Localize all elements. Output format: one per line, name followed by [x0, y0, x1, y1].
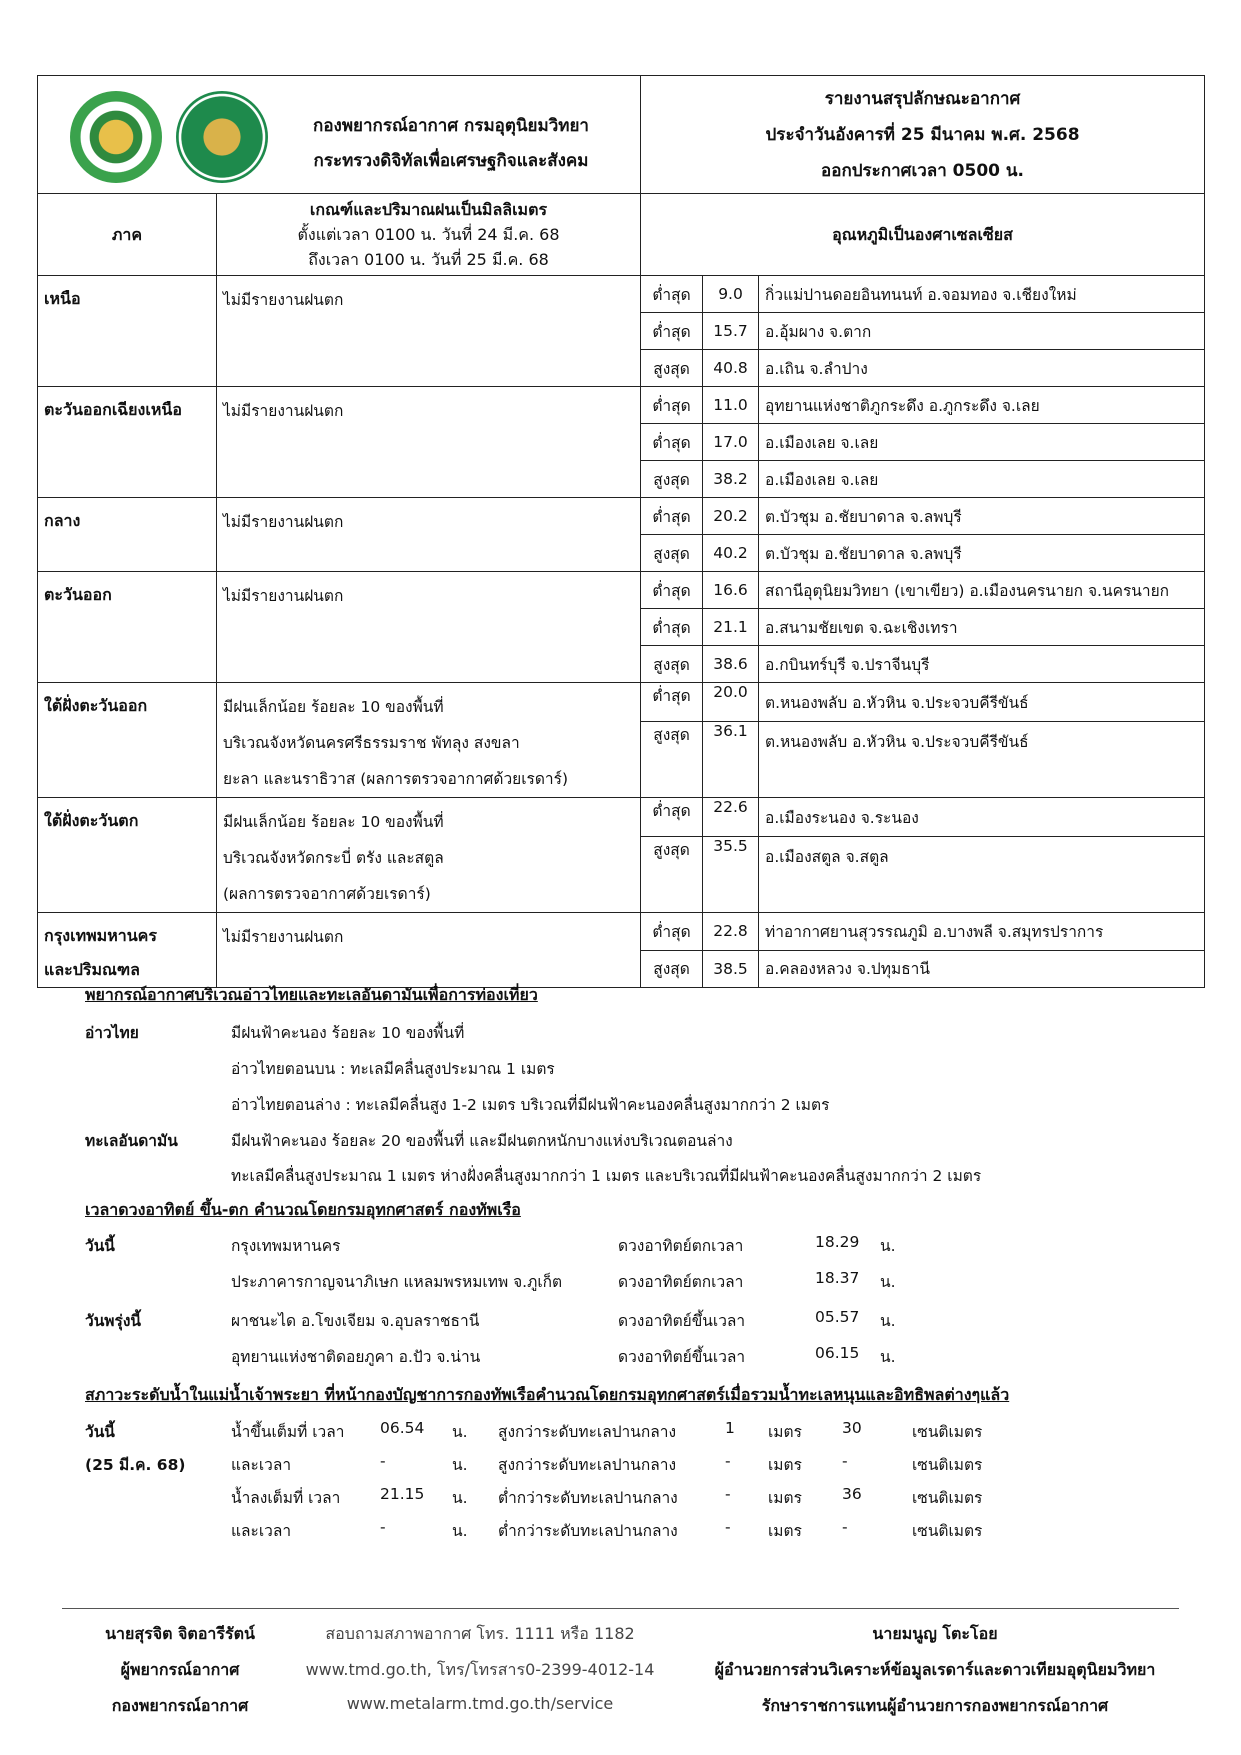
tide-unit-meter: เมตร	[768, 1489, 802, 1507]
gulf-label: อ่าวไทย	[85, 1024, 139, 1042]
tide-unit-cm: เซนติเมตร	[912, 1489, 983, 1507]
tide-unit-meter: เมตร	[768, 1423, 802, 1441]
sun-place: ประภาคารกาญจนาภิเษก แหลมพรหมเทพ จ.ภูเก็ต	[231, 1273, 563, 1291]
sun-place: อุทยานแห่งชาติดอยภูคา อ.ปัว จ.น่าน	[231, 1348, 481, 1366]
rain-report-line: ยะลา และนราธิวาส (ผลการตรวจอากาศด้วยเรดาร์)	[223, 770, 569, 788]
temp-label: สูงสุด	[641, 350, 703, 387]
region-name: ใต้ฝั่งตะวันออก	[44, 696, 148, 715]
temp-location: อ.เถิน จ.ลำปาง	[759, 350, 1205, 387]
tide-meters: -	[725, 1518, 731, 1536]
director-title: ผู้อำนวยการส่วนวิเคราะห์ข้อมูลเรดาร์และดาวเทียมอุตุนิยมวิทยา	[714, 1660, 1156, 1679]
ministry-seal-icon	[70, 91, 162, 183]
tide-unit-cm: เซนติเมตร	[912, 1423, 983, 1441]
tide-time: -	[380, 1452, 386, 1470]
temp-value: 22.6	[703, 798, 759, 837]
column-rain	[217, 194, 641, 276]
tide-description: สูงกว่าระดับทะเลปานกลาง	[498, 1456, 677, 1474]
tmd-seal-icon	[176, 91, 268, 183]
tide-unit-hour: น.	[452, 1522, 468, 1540]
temp-label: ต่ำสุด	[641, 498, 703, 535]
report-title: รายงานสรุปลักษณะอากาศ	[824, 88, 1021, 109]
tide-description: สูงกว่าระดับทะเลปานกลาง	[498, 1423, 677, 1441]
andaman-line-2: ทะเลมีคลื่นสูงประมาณ 1 เมตร ห่างฝั่งคลื่นสูงมากกว่า 1 เมตร และบริเวณที่มีฝนฟ้าคะนองคลื่นสูงมากกว่า 2 เมตร	[231, 1167, 982, 1185]
temp-value: 35.5	[703, 836, 759, 912]
temp-location: อ.เมืองสตูล จ.สตูล	[759, 836, 1205, 912]
tide-centimeters: -	[842, 1452, 848, 1470]
rain-report-cell	[217, 498, 641, 572]
column-header-row	[38, 194, 1205, 276]
sun-unit: น.	[880, 1237, 896, 1255]
rain-report-cell	[217, 798, 641, 913]
director-name: นายมนูญ โตะโอย	[872, 1624, 998, 1643]
forecaster-name: นายสุรจิต จิตอารีรัตน์	[105, 1624, 255, 1643]
temp-value: 20.0	[703, 683, 759, 722]
tide-time: -	[380, 1518, 386, 1536]
tide-label: และเวลา	[231, 1522, 292, 1540]
temp-label: ต่ำสุด	[641, 387, 703, 424]
org-line-1: กองพยากรณ์อากาศ กรมอุตุนิยมวิทยา	[313, 115, 589, 136]
tide-date-label: (25 มี.ค. 68)	[85, 1456, 186, 1474]
temp-value: 9.0	[703, 276, 759, 313]
temp-label: สูงสุด	[641, 721, 703, 797]
forecaster-title: ผู้พยากรณ์อากาศ	[120, 1660, 240, 1679]
column-region: ภาค	[38, 194, 217, 276]
tide-meters: -	[725, 1452, 731, 1470]
region-temp-row	[38, 572, 1205, 609]
temp-label: ต่ำสุด	[641, 424, 703, 461]
sea-forecast-title: พยากรณ์อากาศบริเวณอ่าวไทยและทะเลอันดามันเพื่อการท่องเที่ยว	[85, 985, 538, 1004]
column-temp: อุณหภูมิเป็นองศาเซลเซียส	[641, 194, 1205, 276]
temp-location: อ.เมืองเลย จ.เลย	[759, 424, 1205, 461]
tide-description: ต่ำกว่าระดับทะเลปานกลาง	[498, 1522, 678, 1540]
region-temp-row	[38, 798, 1205, 837]
temp-location: ต.หนองพลับ อ.หัวหิน จ.ประจวบคีรีขันธ์	[759, 683, 1205, 722]
temp-label: สูงสุด	[641, 461, 703, 498]
temp-location: ต.บัวชุม อ.ชัยบาดาล จ.ลพบุรี	[759, 535, 1205, 572]
andaman-label: ทะเลอันดามัน	[85, 1132, 178, 1150]
temp-label: ต่ำสุด	[641, 798, 703, 837]
gulf-line-2: อ่าวไทยตอนบน : ทะเลมีคลื่นสูงประมาณ 1 เมตร	[231, 1060, 555, 1078]
region-name: กลาง	[44, 511, 81, 530]
region-name: และปริมณฑล	[44, 960, 140, 979]
region-name-cell	[38, 913, 217, 988]
temp-value: 16.6	[703, 572, 759, 609]
sun-today-label: วันนี้	[85, 1237, 115, 1255]
rain-report-line: ไม่มีรายงานฝนตก	[223, 928, 344, 946]
region-name-cell	[38, 387, 217, 498]
sun-unit: น.	[880, 1312, 896, 1330]
temp-label: ต่ำสุด	[641, 609, 703, 646]
tide-description: ต่ำกว่าระดับทะเลปานกลาง	[498, 1489, 678, 1507]
temp-value: 11.0	[703, 387, 759, 424]
tide-unit-hour: น.	[452, 1423, 468, 1441]
temp-label: สูงสุด	[641, 950, 703, 988]
report-date: ประจำวันอังคารที่ 25 มีนาคม พ.ศ. 2568	[765, 124, 1080, 145]
org-header-cell	[38, 76, 641, 194]
tide-title: สภาวะระดับน้ำในแม่น้ำเจ้าพระยา ที่หน้ากองบัญชาการกองทัพเรือคำนวณโดยกรมอุทกศาสตร์เมื่อรวมน้ำทะเลหนุนและอิทธิพลต่างๆแล้ว	[85, 1385, 1010, 1404]
temp-value: 21.1	[703, 609, 759, 646]
tide-label: น้ำขึ้นเต็มที่ เวลา	[231, 1423, 345, 1441]
temp-value: 40.2	[703, 535, 759, 572]
sun-event: ดวงอาทิตย์ขึ้นเวลา	[618, 1312, 746, 1330]
temp-value: 22.8	[703, 913, 759, 951]
rain-report-cell	[217, 276, 641, 387]
tide-meters: 1	[725, 1419, 735, 1437]
report-issue-time: ออกประกาศเวลา 0500 น.	[821, 160, 1024, 181]
tide-centimeters: 36	[842, 1485, 862, 1503]
rain-report-line: ไม่มีรายงานฝนตก	[223, 291, 344, 309]
tide-time: 06.54	[380, 1419, 425, 1437]
rain-report-cell	[217, 683, 641, 798]
rain-report-cell	[217, 387, 641, 498]
sun-time: 06.15	[815, 1344, 860, 1362]
logo-group	[70, 91, 268, 183]
temp-location: สถานีอุตุนิยมวิทยา (เขาเขียว) อ.เมืองนครนายก จ.นครนายก	[759, 572, 1205, 609]
region-name-cell	[38, 798, 217, 913]
rain-report-line: ไม่มีรายงานฝนตก	[223, 587, 344, 605]
gulf-line-3: อ่าวไทยตอนล่าง : ทะเลมีคลื่นสูง 1-2 เมตร บริเวณที่มีฝนฟ้าคะนองคลื่นสูงมากกว่า 2 เมตร	[231, 1096, 830, 1114]
temp-value: 38.5	[703, 950, 759, 988]
sun-place: กรุงเทพมหานคร	[231, 1237, 341, 1255]
temp-location: อ.อุ้มผาง จ.ตาก	[759, 313, 1205, 350]
temp-location: ท่าอากาศยานสุวรรณภูมิ อ.บางพลี จ.สมุทรปราการ	[759, 913, 1205, 951]
tide-label: น้ำลงเต็มที่ เวลา	[231, 1489, 341, 1507]
temp-value: 38.2	[703, 461, 759, 498]
region-temp-row	[38, 387, 1205, 424]
director-acting-title: รักษาราชการแทนผู้อำนวยการกองพยากรณ์อากาศ	[761, 1696, 1109, 1715]
tide-meters: -	[725, 1485, 731, 1503]
region-name: ตะวันออกเฉียงเหนือ	[44, 400, 182, 419]
sun-time: 18.29	[815, 1233, 860, 1251]
contact-website[interactable]: www.tmd.go.th, โทร/โทรสาร0-2399-4012-14	[305, 1660, 655, 1679]
gulf-line-1: มีฝนฟ้าคะนอง ร้อยละ 10 ของพื้นที่	[231, 1024, 465, 1042]
region-temp-row	[38, 683, 1205, 722]
temp-label: ต่ำสุด	[641, 913, 703, 951]
sun-event: ดวงอาทิตย์ขึ้นเวลา	[618, 1348, 746, 1366]
region-temp-row	[38, 913, 1205, 951]
report-header-row	[38, 76, 1205, 194]
tide-unit-hour: น.	[452, 1456, 468, 1474]
region-name: ตะวันออก	[44, 585, 112, 604]
andaman-line-1: มีฝนฟ้าคะนอง ร้อยละ 20 ของพื้นที่ และมีฝนตกหนักบางแห่งบริเวณตอนล่าง	[231, 1132, 733, 1150]
rain-report-line: มีฝนเล็กน้อย ร้อยละ 10 ของพื้นที่	[223, 813, 444, 831]
report-title-cell	[641, 76, 1205, 194]
temp-value: 17.0	[703, 424, 759, 461]
tide-unit-meter: เมตร	[768, 1522, 802, 1540]
contact-service-link[interactable]: www.metalarm.tmd.go.th/service	[346, 1694, 614, 1713]
sun-times-title: เวลาดวงอาทิตย์ ขึ้น-ตก คำนวณโดยกรมอุทกศาสตร์ กองทัพเรือ	[85, 1200, 521, 1219]
tide-unit-hour: น.	[452, 1489, 468, 1507]
rain-report-line: บริเวณจังหวัดกระบี่ ตรัง และสตูล	[223, 849, 444, 867]
org-line-2: กระทรวงดิจิทัลเพื่อเศรษฐกิจและสังคม	[313, 150, 589, 171]
sun-event: ดวงอาทิตย์ตกเวลา	[618, 1237, 744, 1255]
rain-report-cell	[217, 572, 641, 683]
temp-value: 20.2	[703, 498, 759, 535]
tide-centimeters: 30	[842, 1419, 862, 1437]
column-rain-title: เกณฑ์และปริมาณฝนเป็นมิลลิเมตร	[309, 200, 548, 219]
temp-label: ต่ำสุด	[641, 276, 703, 313]
temp-location: ต.บัวชุม อ.ชัยบาดาล จ.ลพบุรี	[759, 498, 1205, 535]
weather-summary-table	[37, 75, 1205, 988]
temp-label: ต่ำสุด	[641, 572, 703, 609]
tide-unit-meter: เมตร	[768, 1456, 802, 1474]
temp-location: ต.หนองพลับ อ.หัวหิน จ.ประจวบคีรีขันธ์	[759, 721, 1205, 797]
sun-event: ดวงอาทิตย์ตกเวลา	[618, 1273, 744, 1291]
rain-report-cell	[217, 913, 641, 988]
sun-time: 18.37	[815, 1269, 860, 1287]
temp-label: สูงสุด	[641, 836, 703, 912]
tide-unit-cm: เซนติเมตร	[912, 1456, 983, 1474]
rain-report-line: บริเวณจังหวัดนครศรีธรรมราช พัทลุง สงขลา	[223, 734, 520, 752]
temp-value: 40.8	[703, 350, 759, 387]
sun-place: ผาชนะได อ.โขงเจียม จ.อุบลราชธานี	[231, 1312, 480, 1330]
temp-value: 38.6	[703, 646, 759, 683]
tide-centimeters: -	[842, 1518, 848, 1536]
temp-label: สูงสุด	[641, 646, 703, 683]
sun-tomorrow-label: วันพรุ่งนี้	[85, 1312, 142, 1330]
tide-day-label: วันนี้	[85, 1423, 115, 1441]
rain-report-line: ไม่มีรายงานฝนตก	[223, 402, 344, 420]
region-name: กรุงเทพมหานคร	[44, 926, 157, 945]
temp-location: อ.เมืองเลย จ.เลย	[759, 461, 1205, 498]
sun-unit: น.	[880, 1348, 896, 1366]
column-rain-from: ตั้งแต่เวลา 0100 น. วันที่ 24 มี.ค. 68	[297, 225, 560, 244]
tide-label: และเวลา	[231, 1456, 292, 1474]
region-name: เหนือ	[44, 289, 81, 308]
rain-report-line: ไม่มีรายงานฝนตก	[223, 513, 344, 531]
region-name-cell	[38, 683, 217, 798]
region-temp-row	[38, 498, 1205, 535]
temp-location: อ.เมืองระนอง จ.ระนอง	[759, 798, 1205, 837]
temp-location: อุทยานแห่งชาติภูกระดึง อ.ภูกระดึง จ.เลย	[759, 387, 1205, 424]
contact-phone: สอบถามสภาพอากาศ โทร. 1111 หรือ 1182	[325, 1624, 635, 1643]
region-name-cell	[38, 498, 217, 572]
tide-unit-cm: เซนติเมตร	[912, 1522, 983, 1540]
region-name-cell	[38, 276, 217, 387]
rain-report-line: มีฝนเล็กน้อย ร้อยละ 10 ของพื้นที่	[223, 698, 444, 716]
sun-unit: น.	[880, 1273, 896, 1291]
forecaster-division: กองพยากรณ์อากาศ	[111, 1696, 249, 1715]
temp-location: อ.คลองหลวง จ.ปทุมธานี	[759, 950, 1205, 988]
rain-report-line: (ผลการตรวจอากาศด้วยเรดาร์)	[223, 885, 431, 903]
temp-label: สูงสุด	[641, 535, 703, 572]
tide-time: 21.15	[380, 1485, 425, 1503]
region-name: ใต้ฝั่งตะวันตก	[44, 811, 139, 830]
region-temp-row	[38, 276, 1205, 313]
temp-location: กิ่วแม่ปานดอยอินทนนท์ อ.จอมทอง จ.เชียงใหม่	[759, 276, 1205, 313]
temp-label: ต่ำสุด	[641, 313, 703, 350]
footer-divider	[62, 1608, 1179, 1609]
temp-location: อ.สนามชัยเขต จ.ฉะเชิงเทรา	[759, 609, 1205, 646]
column-rain-to: ถึงเวลา 0100 น. วันที่ 25 มี.ค. 68	[308, 250, 549, 269]
temp-value: 15.7	[703, 313, 759, 350]
temp-location: อ.กบินทร์บุรี จ.ปราจีนบุรี	[759, 646, 1205, 683]
sun-time: 05.57	[815, 1308, 860, 1326]
temp-value: 36.1	[703, 721, 759, 797]
temp-label: ต่ำสุด	[641, 683, 703, 722]
region-name-cell	[38, 572, 217, 683]
